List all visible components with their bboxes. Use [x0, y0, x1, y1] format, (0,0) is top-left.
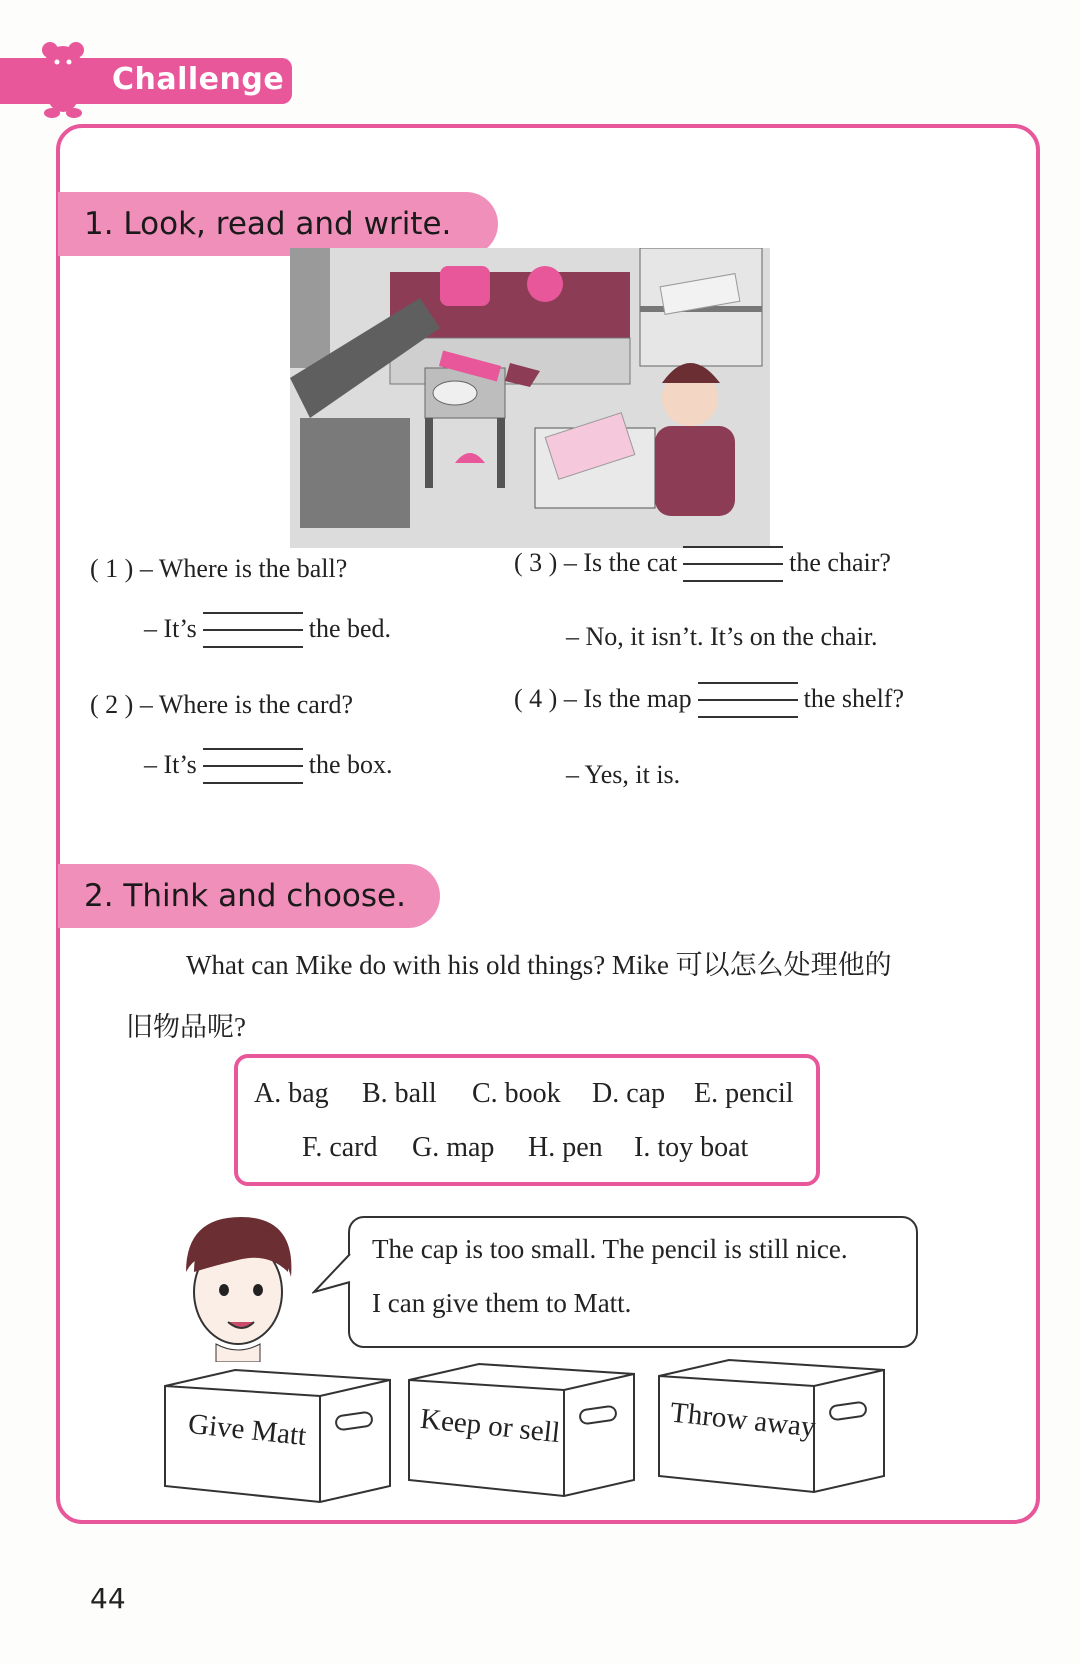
- bear-mascot-icon: [28, 38, 98, 118]
- q1-line: [90, 554, 347, 584]
- q3-number: ( 3 ): [514, 547, 558, 577]
- choice-a: A. bag: [254, 1078, 329, 1109]
- choice-c: C. book: [472, 1078, 561, 1109]
- q3-question-prefix: – Is the cat: [563, 547, 678, 577]
- speech-bubble-tail: [312, 1252, 352, 1302]
- section1-heading: 1. Look, read and write.: [58, 192, 498, 256]
- q3-blank[interactable]: [683, 540, 783, 590]
- q3-question-suffix: the chair?: [789, 547, 891, 577]
- q2-answer-prefix: – It’s: [144, 749, 197, 779]
- q1-number: ( 1 ): [90, 554, 134, 583]
- bag-icon: [440, 266, 490, 306]
- q2-line: [90, 690, 353, 720]
- q1-question: – Where is the ball?: [139, 554, 348, 583]
- q2-blank[interactable]: [203, 742, 303, 792]
- q4-line: [514, 676, 904, 726]
- q3-line: [514, 540, 891, 590]
- q2-answer-suffix: the box.: [308, 749, 393, 779]
- section2-heading: 2. Think and choose.: [58, 864, 440, 928]
- cat-icon: [433, 381, 477, 405]
- box-label-give-matt: Give Matt: [186, 1407, 308, 1453]
- q1-answer-suffix: the bed.: [308, 613, 392, 643]
- choice-g: G. map: [412, 1132, 495, 1163]
- q2-question: – Where is the card?: [139, 690, 354, 719]
- section2-prompt-line2: 旧物品呢?: [126, 1012, 246, 1042]
- choice-d: D. cap: [592, 1078, 666, 1109]
- q1-answer-prefix: – It’s: [144, 613, 197, 643]
- choice-h: H. pen: [528, 1132, 603, 1163]
- bedroom-illustration: [290, 248, 770, 548]
- mike-avatar: [166, 1212, 306, 1362]
- q2-answer-line: [144, 742, 393, 792]
- q4-question-suffix: the shelf?: [803, 683, 904, 713]
- challenge-label: Challenge: [112, 62, 285, 97]
- choice-f: F. card: [302, 1132, 378, 1163]
- q3-answer: – No, it isn’t. It’s on the chair.: [566, 622, 878, 651]
- speech-line1: The cap is too small. The pencil is still nice.: [372, 1234, 848, 1264]
- box-label-throw-away: Throw away: [668, 1396, 818, 1444]
- page-number: 44: [90, 1582, 126, 1615]
- q4-number: ( 4 ): [514, 683, 558, 713]
- q4-blank[interactable]: [698, 676, 798, 726]
- ball-icon: [527, 266, 563, 302]
- choice-i: I. toy boat: [634, 1132, 749, 1163]
- box-label-keep-or-sell: Keep or sell: [418, 1402, 562, 1450]
- choices-box: [234, 1054, 820, 1186]
- q1-answer-line: [144, 606, 391, 656]
- q4-question-prefix: – Is the map: [563, 683, 692, 713]
- q4-answer: – Yes, it is.: [566, 760, 681, 789]
- speech-line2: I can give them to Matt.: [372, 1288, 632, 1318]
- choice-e: E. pencil: [694, 1078, 794, 1109]
- choice-b: B. ball: [362, 1078, 437, 1109]
- q2-number: ( 2 ): [90, 690, 134, 719]
- section2-prompt-line1: What can Mike do with his old things? Mike 可以怎么处理他的: [186, 950, 892, 980]
- q1-blank[interactable]: [203, 606, 303, 656]
